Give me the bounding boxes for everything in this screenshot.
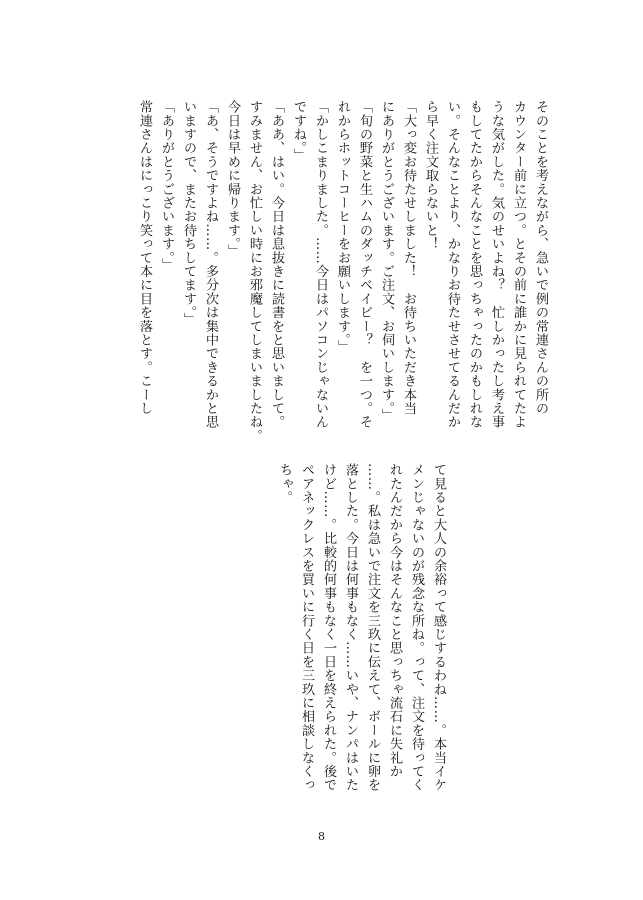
text-line: ペアネックレスを買いに行く日を三玖に相談しなくっ [299, 463, 314, 792]
text-line: うな気がした。気のせいよね？ 忙しかったし考え事 [489, 100, 504, 429]
text-line: メンじゃないのが残念な所ね。って、注文を待ってく [409, 463, 424, 792]
text-line: 「あ、そうですよね……。多分次は集中できるかと思 [203, 100, 218, 429]
text-line: 「ああ、はい。今日は息抜きに読書をと思いまして。 [269, 100, 284, 429]
text-line: 「大っ変お待たせしました！ お待ちいただき本当 [401, 100, 416, 416]
text-line: ら早く注文取らないと！ [423, 100, 438, 251]
text-line: 今日は早めに帰ります。」 [225, 100, 240, 258]
text-line: そのことを考えながら、急いで例の常連さんの所の [533, 100, 548, 416]
text-line: 「ありがとうございます。」 [159, 100, 174, 272]
text-line: 「かしこまりました。……今日はパソコンじゃないん [313, 100, 328, 429]
text-line: ですね。」 [291, 100, 306, 162]
text-line: ちゃ。 [277, 463, 292, 505]
text-line: て見ると大人の余裕って感じするわね……。本当イケ [431, 463, 446, 792]
text-line: ……。私は急いで注文を三玖に伝えて、ボールに卵を [365, 463, 380, 792]
text-line: れたんだから今はそんなこと思っちゃ流石に失礼か [387, 463, 402, 779]
text-line: にありがとうございます。ご注文、お伺いします。」 [379, 100, 394, 423]
upper-text-block [133, 100, 551, 445]
text-line: い。そんなことより、かなりお待たせさせてるんだか [445, 100, 460, 429]
text-line: 「旬の野菜と生ハムのダッチベイビー？ を一つ。そ [357, 100, 372, 429]
lower-text-block [273, 463, 449, 831]
text-line: けど……。比較的何事もなく一日を終えられた。後で [321, 463, 336, 792]
text-line: 常連さんはにっこり笑って本に目を落とす。こーし [137, 100, 152, 416]
text-line: いますので、またお待ちしてます。」 [181, 100, 196, 327]
text-line: すみません、お忙しい時にお邪魔してしまいましたね。 [247, 100, 262, 443]
text-line: 落とした。今日は何事もなく……いや、ナンパはいた [343, 463, 358, 792]
text-line: れからホットコーヒーをお願いします。」 [335, 100, 350, 354]
page-number: 8 [318, 830, 325, 843]
text-line: もしてたからそんなことを思っちゃったのかもしれな [467, 100, 482, 429]
text-line: カウンター前に立つ。とその前に誰かに見られてたよ [511, 100, 526, 429]
